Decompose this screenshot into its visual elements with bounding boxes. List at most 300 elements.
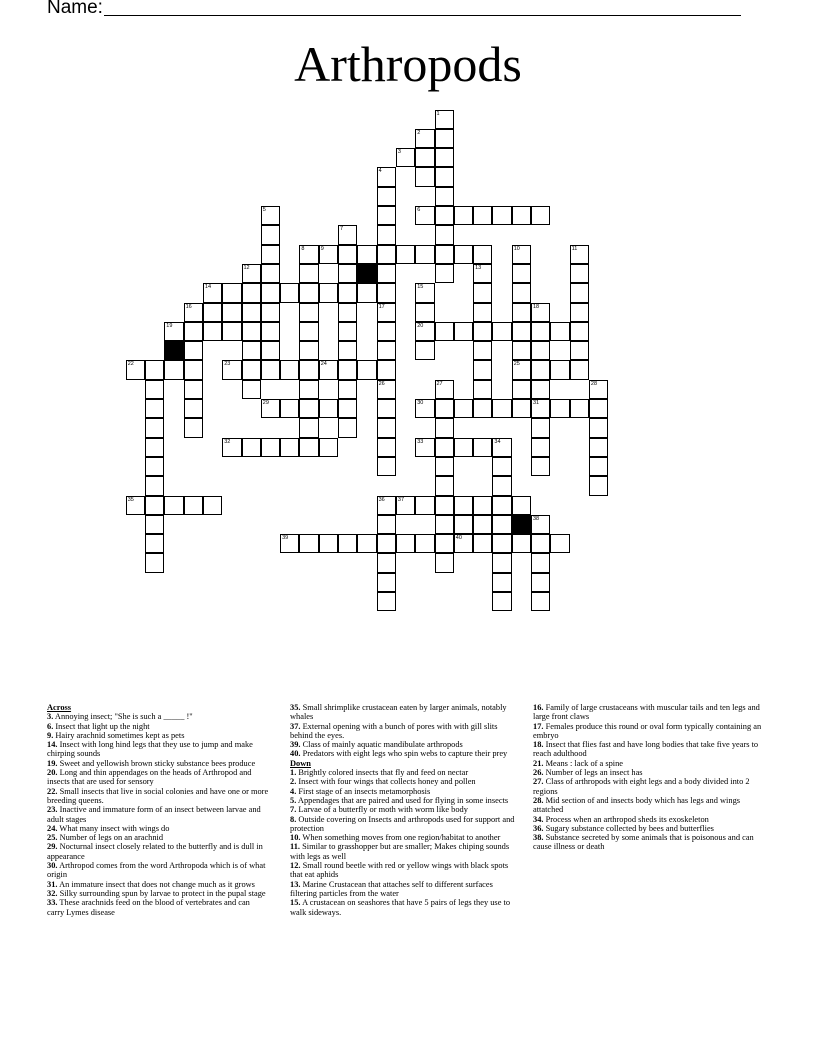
crossword-cell[interactable]: [377, 515, 396, 534]
crossword-cell[interactable]: [473, 380, 492, 399]
clue-number: 9.: [47, 730, 54, 740]
crossword-cell[interactable]: [203, 322, 222, 341]
crossword-cell[interactable]: [184, 418, 203, 437]
clue-number: 21.: [533, 758, 544, 768]
clue-text: Hairy arachnid sometimes kept as pets: [53, 730, 185, 740]
crossword-cell[interactable]: [261, 360, 280, 379]
crossword-cell[interactable]: [299, 322, 318, 341]
crossword-cell[interactable]: [492, 457, 511, 476]
crossword-cell[interactable]: [338, 322, 357, 341]
clue-text: Appendages that are paired and used for flying in some insects: [296, 795, 509, 805]
clue-text: Insect with long hind legs that they use to jump and make chirping sounds: [47, 740, 253, 759]
crossword-cell[interactable]: [261, 264, 280, 283]
crossword-cell[interactable]: [435, 148, 454, 167]
crossword-cell[interactable]: [589, 457, 608, 476]
clue-text: Larvae of a butterfly or moth with worm like body: [296, 805, 468, 815]
clues-column-1: [47, 703, 269, 917]
crossword-cell[interactable]: [222, 438, 241, 457]
cell-number: 40: [455, 535, 462, 542]
crossword-cell[interactable]: [396, 496, 415, 515]
crossword-cell[interactable]: [435, 399, 454, 418]
crossword-cell[interactable]: [492, 515, 511, 534]
clue-item: [47, 833, 269, 842]
crossword-cell[interactable]: [261, 283, 280, 302]
crossword-cell[interactable]: [299, 283, 318, 302]
crossword-cell[interactable]: [377, 399, 396, 418]
cell-number: 39: [282, 535, 289, 542]
cell-number: 30: [417, 400, 424, 406]
crossword-cell[interactable]: [203, 303, 222, 322]
crossword-cell[interactable]: [242, 438, 261, 457]
crossword-cell[interactable]: [512, 496, 531, 515]
crossword-cell[interactable]: [492, 553, 511, 572]
clue-number: 32.: [47, 888, 58, 898]
crossword-cell[interactable]: [377, 553, 396, 572]
crossword-cell[interactable]: [473, 264, 492, 283]
crossword-cell[interactable]: [242, 283, 261, 302]
crossword-cell[interactable]: [261, 225, 280, 244]
crossword-cell[interactable]: [145, 380, 164, 399]
crossword-cell[interactable]: [299, 399, 318, 418]
crossword-cell[interactable]: [415, 148, 434, 167]
crossword-cell[interactable]: [531, 303, 550, 322]
crossword-cell[interactable]: [145, 360, 164, 379]
clue-text: Similar to grasshopper but are smaller; Makes chiping sounds with legs as well: [290, 842, 510, 861]
crossword-cell[interactable]: [415, 341, 434, 360]
crossword-cell[interactable]: [299, 303, 318, 322]
clue-number: 30.: [47, 861, 58, 871]
cell-number: 18: [533, 303, 540, 310]
crossword-cell[interactable]: [184, 303, 203, 322]
crossword-cell[interactable]: [319, 438, 338, 457]
crossword-cell[interactable]: [473, 360, 492, 379]
crossword-cell[interactable]: [531, 206, 550, 225]
crossword-cell[interactable]: [454, 206, 473, 225]
clue-item: [47, 712, 269, 721]
crossword-cell[interactable]: [492, 206, 511, 225]
crossword-cell[interactable]: [589, 418, 608, 437]
crossword-cell[interactable]: [512, 264, 531, 283]
crossword-cell[interactable]: [454, 534, 473, 553]
crossword-cell[interactable]: [319, 283, 338, 302]
crossword-cell[interactable]: [164, 496, 183, 515]
crossword-cell[interactable]: [570, 322, 589, 341]
clue-item: [290, 898, 516, 917]
crossword-cell[interactable]: [550, 399, 569, 418]
crossword-cell[interactable]: [357, 245, 376, 264]
crossword-cell[interactable]: [203, 496, 222, 515]
crossword-cell[interactable]: [531, 438, 550, 457]
crossword-cell[interactable]: [531, 380, 550, 399]
crossword-cell[interactable]: [184, 380, 203, 399]
crossword-cell[interactable]: [415, 283, 434, 302]
crossword-cell[interactable]: [357, 534, 376, 553]
crossword-cell[interactable]: [492, 476, 511, 495]
crossword-cell[interactable]: [377, 245, 396, 264]
crossword-cell[interactable]: [377, 418, 396, 437]
crossword-cell[interactable]: [377, 187, 396, 206]
clue-number: 10.: [290, 833, 301, 843]
clue-text: Small round beetle with red or yellow wings with black spots that eat aphids: [290, 861, 509, 880]
crossword-cell[interactable]: [531, 399, 550, 418]
crossword-cell[interactable]: [242, 360, 261, 379]
clue-number: 29.: [47, 842, 58, 852]
crossword-cell[interactable]: [492, 592, 511, 611]
crossword-cell[interactable]: [492, 438, 511, 457]
crossword-cell[interactable]: [377, 592, 396, 611]
crossword-cell[interactable]: [435, 264, 454, 283]
crossword-cell[interactable]: [184, 399, 203, 418]
crossword-cell[interactable]: [242, 264, 261, 283]
crossword-cell[interactable]: [512, 303, 531, 322]
crossword-cell[interactable]: [396, 245, 415, 264]
crossword-cell[interactable]: [377, 225, 396, 244]
cell-number: 34: [494, 438, 501, 445]
crossword-cell[interactable]: [435, 553, 454, 572]
crossword-cell[interactable]: [377, 438, 396, 457]
crossword-cell[interactable]: [492, 534, 511, 553]
crossword-cell[interactable]: [589, 399, 608, 418]
crossword-cell[interactable]: [415, 245, 434, 264]
crossword-cell[interactable]: [242, 341, 261, 360]
crossword-cell[interactable]: [280, 438, 299, 457]
crossword-cell[interactable]: [319, 534, 338, 553]
crossword-cell[interactable]: [531, 322, 550, 341]
crossword-cell[interactable]: [454, 399, 473, 418]
crossword-cell[interactable]: [280, 283, 299, 302]
crossword-cell[interactable]: [435, 225, 454, 244]
crossword-cell[interactable]: [473, 303, 492, 322]
down-clue-list: [290, 768, 516, 917]
crossword-cell[interactable]: [415, 534, 434, 553]
crossword-cell[interactable]: [338, 534, 357, 553]
crossword-cell[interactable]: [473, 515, 492, 534]
clue-number: 16.: [533, 703, 544, 712]
cell-number: 14: [204, 284, 212, 291]
crossword-cell[interactable]: [338, 303, 357, 322]
crossword-cell[interactable]: [492, 399, 511, 418]
crossword-cell[interactable]: [435, 438, 454, 457]
crossword-cell[interactable]: [280, 534, 299, 553]
crossword-cell[interactable]: [377, 322, 396, 341]
crossword-cell[interactable]: [435, 457, 454, 476]
crossword-cell[interactable]: [454, 496, 473, 515]
crossword-cell[interactable]: [570, 245, 589, 264]
clue-number: 7.: [290, 805, 297, 815]
crossword-cell[interactable]: [280, 360, 299, 379]
crossword-cell[interactable]: [222, 283, 241, 302]
crossword-cell[interactable]: [435, 476, 454, 495]
clue-text: Mid section of and insects body which has legs and wings attatched: [533, 795, 741, 815]
crossword-cell[interactable]: [415, 399, 434, 418]
crossword-cell[interactable]: [570, 341, 589, 360]
clue-text: A crustacean on seashores that have 5 pairs of legs they use to walk sideways.: [290, 898, 511, 917]
crossword-cell[interactable]: [454, 322, 473, 341]
clue-item: [290, 833, 516, 842]
clue-text: First stage of an insects metamorphosis: [296, 786, 431, 796]
crossword-cell[interactable]: [512, 534, 531, 553]
crossword-cell[interactable]: [280, 399, 299, 418]
crossword-cell[interactable]: [531, 553, 550, 572]
crossword-cell[interactable]: [454, 515, 473, 534]
crossword-cell[interactable]: [415, 322, 434, 341]
crossword-cell[interactable]: [512, 341, 531, 360]
crossword-cell[interactable]: [415, 438, 434, 457]
crossword-cell[interactable]: [570, 399, 589, 418]
crossword-cell[interactable]: [473, 322, 492, 341]
crossword-cell[interactable]: [473, 438, 492, 457]
crossword-cell[interactable]: [338, 418, 357, 437]
crossword-cell[interactable]: [338, 360, 357, 379]
across-heading: Across: [47, 703, 72, 712]
crossword-cell[interactable]: [222, 322, 241, 341]
clue-text: Small shrimplike crustacean eaten by larger animals, notably whales: [290, 703, 507, 722]
crossword-cell[interactable]: [338, 264, 357, 283]
crossword-cell[interactable]: [531, 592, 550, 611]
crossword-cell[interactable]: [473, 283, 492, 302]
cell-number: 23: [224, 361, 231, 368]
clue-item: [290, 842, 516, 861]
crossword-cell[interactable]: [377, 283, 396, 302]
crossword-cell[interactable]: [377, 360, 396, 379]
clue-item: [290, 703, 516, 722]
crossword-cell[interactable]: [184, 322, 203, 341]
crossword-cell[interactable]: [512, 399, 531, 418]
crossword-cell[interactable]: [377, 206, 396, 225]
clue-number: 6.: [47, 721, 54, 731]
crossword-cell[interactable]: [338, 380, 357, 399]
crossword-cell[interactable]: [415, 303, 434, 322]
clue-item: [47, 861, 269, 880]
crossword-cell[interactable]: [512, 245, 531, 264]
crossword-cell[interactable]: [377, 496, 396, 515]
crossword-cell[interactable]: [377, 534, 396, 553]
crossword-cell[interactable]: [435, 110, 454, 129]
crossword-cell[interactable]: [126, 496, 145, 515]
crossword-cell[interactable]: [473, 534, 492, 553]
crossword-cell[interactable]: [570, 360, 589, 379]
crossword-cell[interactable]: [454, 438, 473, 457]
clue-item: [47, 898, 269, 917]
crossword-cell[interactable]: [435, 496, 454, 515]
crossword-cell[interactable]: [338, 399, 357, 418]
clues-column-2: [290, 703, 516, 917]
crossword-cell[interactable]: [415, 206, 434, 225]
clue-number: 28.: [533, 795, 544, 805]
clue-item: [47, 805, 269, 824]
clue-text: Arthropod comes from the word Arthropoda which is of what origin: [47, 861, 266, 880]
crossword-cell[interactable]: [261, 438, 280, 457]
crossword-cell[interactable]: [473, 399, 492, 418]
crossword-cell[interactable]: [184, 360, 203, 379]
name-label: Name:: [47, 0, 103, 18]
crossword-cell[interactable]: [145, 515, 164, 534]
crossword-cell[interactable]: [512, 206, 531, 225]
crossword-cell[interactable]: [299, 341, 318, 360]
clue-number: 3.: [47, 712, 54, 722]
crossword-cell[interactable]: [589, 476, 608, 495]
crossword-cell[interactable]: [261, 303, 280, 322]
cell-number: 16: [185, 303, 192, 310]
clue-number: 14.: [47, 740, 58, 750]
down-clue-list-continued: [533, 703, 763, 852]
crossword-cell[interactable]: [145, 457, 164, 476]
crossword-cell[interactable]: [473, 341, 492, 360]
crossword-cell[interactable]: [222, 360, 241, 379]
crossword-cell[interactable]: [570, 283, 589, 302]
crossword-cell[interactable]: [435, 206, 454, 225]
clue-item: [47, 740, 269, 759]
crossword-cell[interactable]: [550, 322, 569, 341]
cell-number: 29: [262, 400, 269, 406]
crossword-cell[interactable]: [184, 341, 203, 360]
crossword-cell[interactable]: [531, 534, 550, 553]
crossword-cell[interactable]: [338, 225, 357, 244]
cell-number: 38: [533, 515, 540, 522]
crossword-cell[interactable]: [435, 418, 454, 437]
crossword-cell[interactable]: [261, 245, 280, 264]
clue-text: Number of legs on an arachnid: [57, 833, 164, 843]
crossword-cell[interactable]: [415, 496, 434, 515]
crossword-cell[interactable]: [435, 515, 454, 534]
crossword-cell[interactable]: [338, 245, 357, 264]
crossword-cell[interactable]: [242, 380, 261, 399]
crossword-cell[interactable]: [492, 496, 511, 515]
crossword-cell[interactable]: [164, 360, 183, 379]
crossword-cell[interactable]: [550, 534, 569, 553]
crossword-cell[interactable]: [357, 360, 376, 379]
crossword-cell[interactable]: [338, 283, 357, 302]
crossword-cell[interactable]: [145, 534, 164, 553]
crossword-cell[interactable]: [203, 283, 222, 302]
crossword-cell[interactable]: [531, 573, 550, 592]
crossword-cell[interactable]: [319, 245, 338, 264]
crossword-cell[interactable]: [435, 167, 454, 186]
crossword-cell[interactable]: [473, 206, 492, 225]
crossword-cell[interactable]: [435, 245, 454, 264]
clue-text: Family of large crustaceans with muscular tails and ten legs and large front claws: [533, 703, 760, 722]
clue-text: Means : lack of a spine: [543, 758, 624, 768]
crossword-cell[interactable]: [338, 341, 357, 360]
crossword-cell[interactable]: [261, 322, 280, 341]
crossword-cell[interactable]: [299, 438, 318, 457]
crossword-cell[interactable]: [261, 206, 280, 225]
crossword-cell[interactable]: [570, 264, 589, 283]
crossword-cell[interactable]: [377, 380, 396, 399]
crossword-cell[interactable]: [299, 245, 318, 264]
clue-item: [533, 824, 763, 833]
clue-text: When something moves from one region/habitat to another: [300, 833, 501, 843]
crossword-cell[interactable]: [377, 573, 396, 592]
crossword-cell[interactable]: [377, 457, 396, 476]
crossword-cell[interactable]: [512, 360, 531, 379]
crossword-cell[interactable]: [531, 360, 550, 379]
crossword-cell[interactable]: [531, 341, 550, 360]
crossword-cell[interactable]: [550, 360, 569, 379]
crossword-cell[interactable]: [473, 245, 492, 264]
crossword-cell[interactable]: [435, 534, 454, 553]
crossword-cell[interactable]: [435, 380, 454, 399]
clue-item: [533, 740, 763, 759]
clue-item: [533, 777, 763, 796]
crossword-cell[interactable]: [377, 264, 396, 283]
crossword-cell[interactable]: [261, 341, 280, 360]
clue-item: [290, 722, 516, 741]
crossword-cell[interactable]: [145, 418, 164, 437]
crossword-cell[interactable]: [377, 341, 396, 360]
crossword-cell[interactable]: [319, 360, 338, 379]
crossword-cell[interactable]: [145, 399, 164, 418]
clue-text: Small insects that live in social colonies and have one or more breeding queens.: [47, 786, 269, 805]
crossword-cell[interactable]: [473, 496, 492, 515]
cell-number: 2: [417, 129, 421, 136]
crossword-cell[interactable]: [570, 303, 589, 322]
crossword-cell[interactable]: [531, 515, 550, 534]
crossword-cell[interactable]: [589, 438, 608, 457]
crossword-cell[interactable]: [242, 322, 261, 341]
crossword-cell[interactable]: [145, 476, 164, 495]
clue-item: [290, 787, 516, 796]
clue-item: [533, 703, 763, 722]
crossword-cell[interactable]: [357, 283, 376, 302]
crossword-cell[interactable]: [492, 322, 511, 341]
crossword-cell[interactable]: [492, 573, 511, 592]
crossword-cell[interactable]: [299, 360, 318, 379]
clue-number: 34.: [533, 814, 544, 824]
crossword-cell[interactable]: [377, 167, 396, 186]
clue-item: [290, 777, 516, 786]
crossword-cell[interactable]: [222, 303, 241, 322]
crossword-cell[interactable]: [435, 322, 454, 341]
crossword-cell[interactable]: [415, 129, 434, 148]
crossword-cell[interactable]: [299, 418, 318, 437]
crossword-cell[interactable]: [512, 322, 531, 341]
crossword-cell[interactable]: [415, 167, 434, 186]
crossword-cell[interactable]: [454, 245, 473, 264]
crossword-cell[interactable]: [145, 496, 164, 515]
crossword-cell[interactable]: [184, 496, 203, 515]
crossword-cell[interactable]: [299, 380, 318, 399]
crossword-cell[interactable]: [242, 303, 261, 322]
crossword-cell[interactable]: [377, 303, 396, 322]
crossword-cell[interactable]: [531, 418, 550, 437]
crossword-cell[interactable]: [512, 380, 531, 399]
clue-text: These arachnids feed on the blood of vertebrates and can carry Lymes disease: [47, 898, 250, 917]
crossword-cell[interactable]: [261, 399, 280, 418]
crossword-cell[interactable]: [435, 129, 454, 148]
crossword-cell[interactable]: [319, 399, 338, 418]
crossword-cell[interactable]: [589, 380, 608, 399]
crossword-cell[interactable]: [299, 264, 318, 283]
clue-item: [533, 833, 763, 852]
crossword-cell[interactable]: [145, 438, 164, 457]
clue-item: [47, 880, 269, 889]
crossword-cell[interactable]: [145, 553, 164, 572]
crossword-cell[interactable]: [531, 457, 550, 476]
crossword-cell[interactable]: [164, 322, 183, 341]
crossword-cell[interactable]: [512, 283, 531, 302]
clue-text: Brightly colored insects that fly and feed on nectar: [296, 768, 469, 778]
crossword-cell[interactable]: [126, 360, 145, 379]
crossword-black-cell: [512, 515, 531, 534]
crossword-cell[interactable]: [396, 148, 415, 167]
across-clue-list-continued: [290, 703, 516, 759]
clue-item: [290, 768, 516, 777]
clue-number: 39.: [290, 740, 301, 750]
crossword-cell[interactable]: [299, 534, 318, 553]
crossword-cell[interactable]: [396, 534, 415, 553]
crossword-cell[interactable]: [435, 187, 454, 206]
